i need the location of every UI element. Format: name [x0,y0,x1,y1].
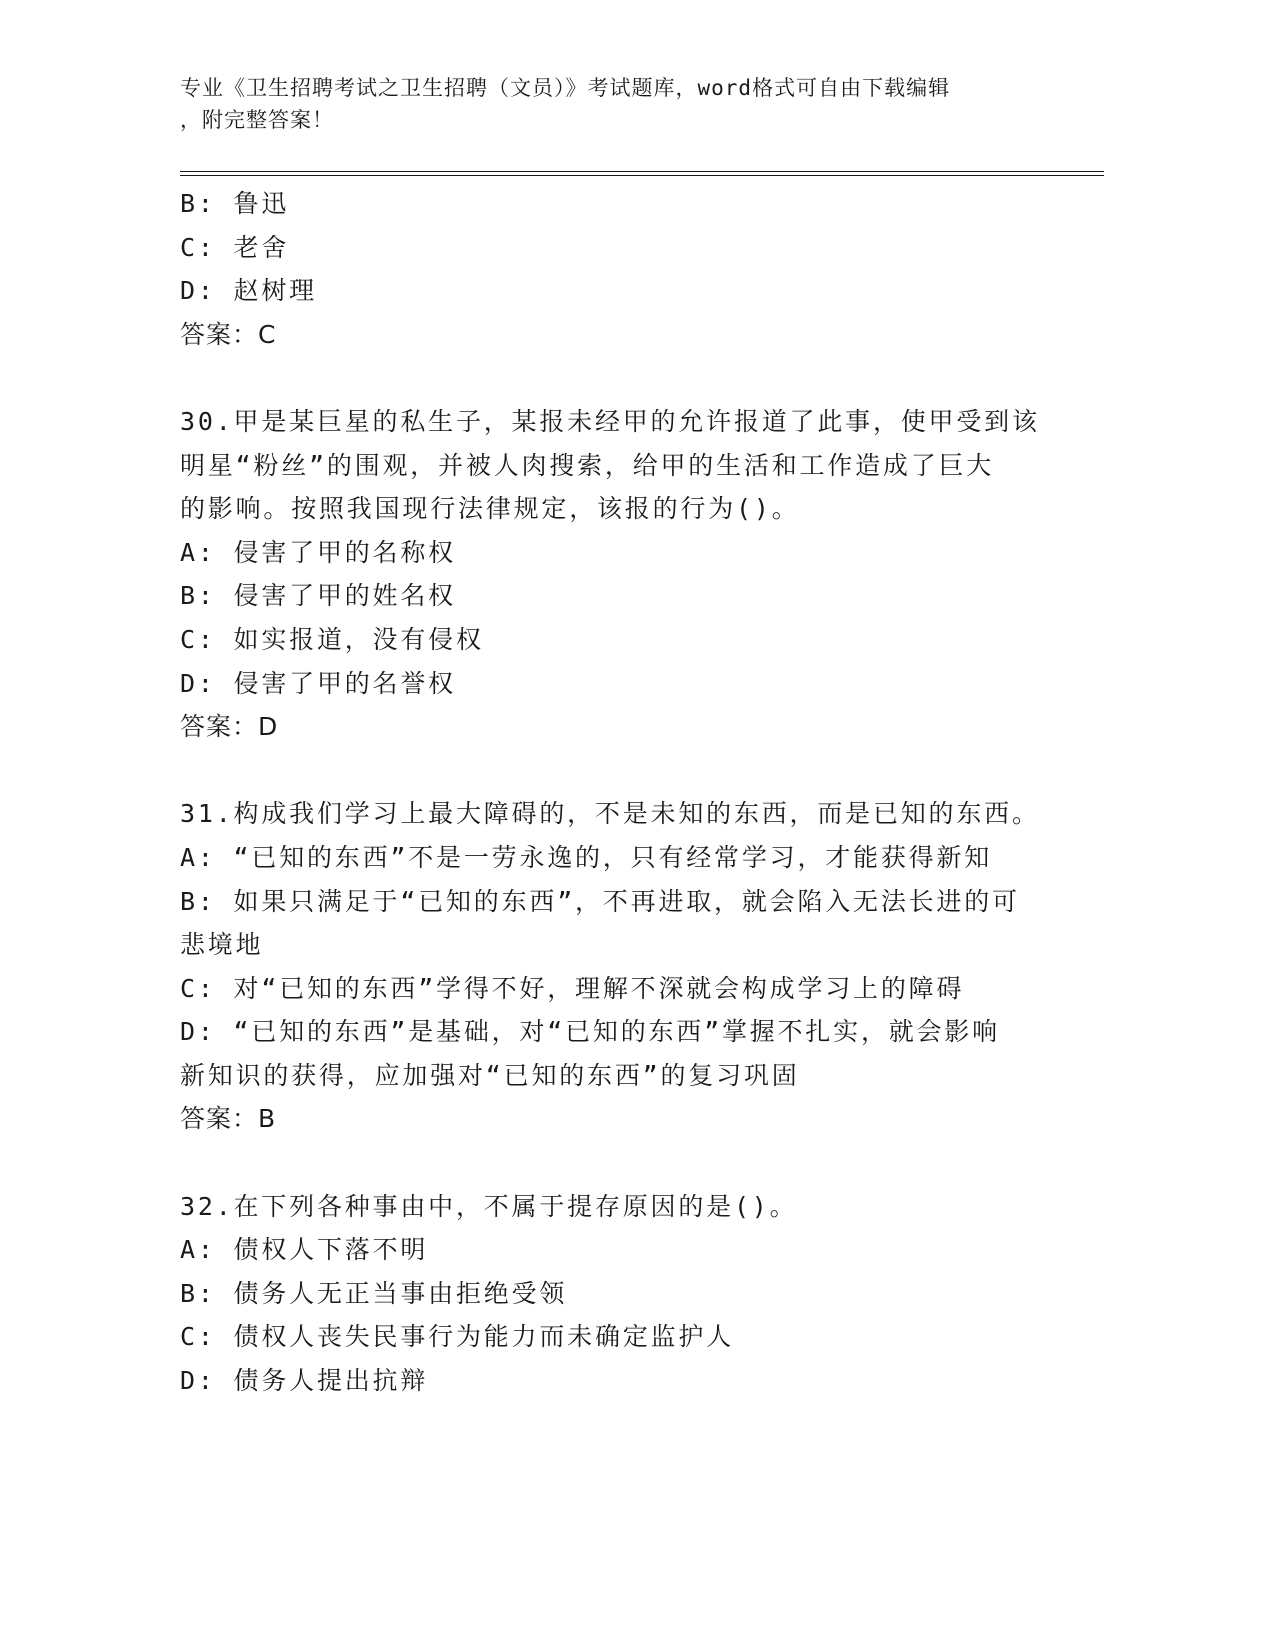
question-fragment [180,182,1040,356]
question-stem-line: 31.构成我们学习上最大障碍的，不是未知的东西，而是已知的东西。 [180,799,1040,829]
option-c: C: 老舍 [180,232,290,262]
spacer [180,1141,1040,1185]
option-b: B: 债务人无正当事由拒绝受领 [180,1278,568,1308]
question-31 [180,792,1040,1141]
question-stem-line: 32.在下列各种事由中，不属于提存原因的是()。 [180,1191,798,1221]
option-d: D: “已知的东西”是基础，对“已知的东西”掌握不扎实，就会影响 [180,1017,1000,1047]
answer-line: 答案：B [180,1104,277,1134]
answer-line: 答案：C [180,319,277,349]
question-stem-line: 30.甲是某巨星的私生子，某报未经甲的允许报道了此事，使甲受到该 [180,406,1040,436]
header-divider-bottom [180,175,1104,176]
answer-line: 答案：D [180,712,279,742]
option-c: C: 债权人丧失民事行为能力而未确定监护人 [180,1322,734,1352]
question-list [180,182,1040,1403]
header-divider-top [180,171,1104,172]
option-d-continued: 新知识的获得，应加强对“已知的东西”的复习巩固 [180,1060,800,1090]
option-d: D: 赵树理 [180,276,317,306]
spacer [180,749,1040,793]
option-c: C: 对“已知的东西”学得不好，理解不深就会构成学习上的障碍 [180,973,965,1003]
question-stem-line: 的影响。按照我国现行法律规定，该报的行为()。 [180,494,800,524]
option-b: B: 如果只满足于“已知的东西”，不再进取，就会陷入无法长进的可 [180,886,1020,916]
header-text-line-1: 专业《卫生招聘考试之卫生招聘（文员）》考试题库，word格式可自由下载编辑 [180,76,951,100]
option-a: A: 债权人下落不明 [180,1235,429,1265]
option-a: A: “已知的东西”不是一劳永逸的，只有经常学习，才能获得新知 [180,842,993,872]
option-b: B: 侵害了甲的姓名权 [180,581,456,611]
option-a: A: 侵害了甲的名称权 [180,537,456,567]
option-c: C: 如实报道，没有侵权 [180,624,484,654]
option-d: D: 侵害了甲的名誉权 [180,668,456,698]
document-header [180,72,1040,136]
option-b: B: 鲁迅 [180,189,290,218]
question-stem-line: 明星“粉丝”的围观，并被人肉搜索，给甲的生活和工作造成了巨大 [180,450,995,480]
question-32 [180,1185,1040,1403]
option-b-continued: 悲境地 [180,930,264,960]
question-30 [180,400,1040,749]
spacer [180,356,1040,400]
option-d: D: 债务人提出抗辩 [180,1366,429,1396]
header-text-line-2: ，附完整答案！ [180,108,334,132]
